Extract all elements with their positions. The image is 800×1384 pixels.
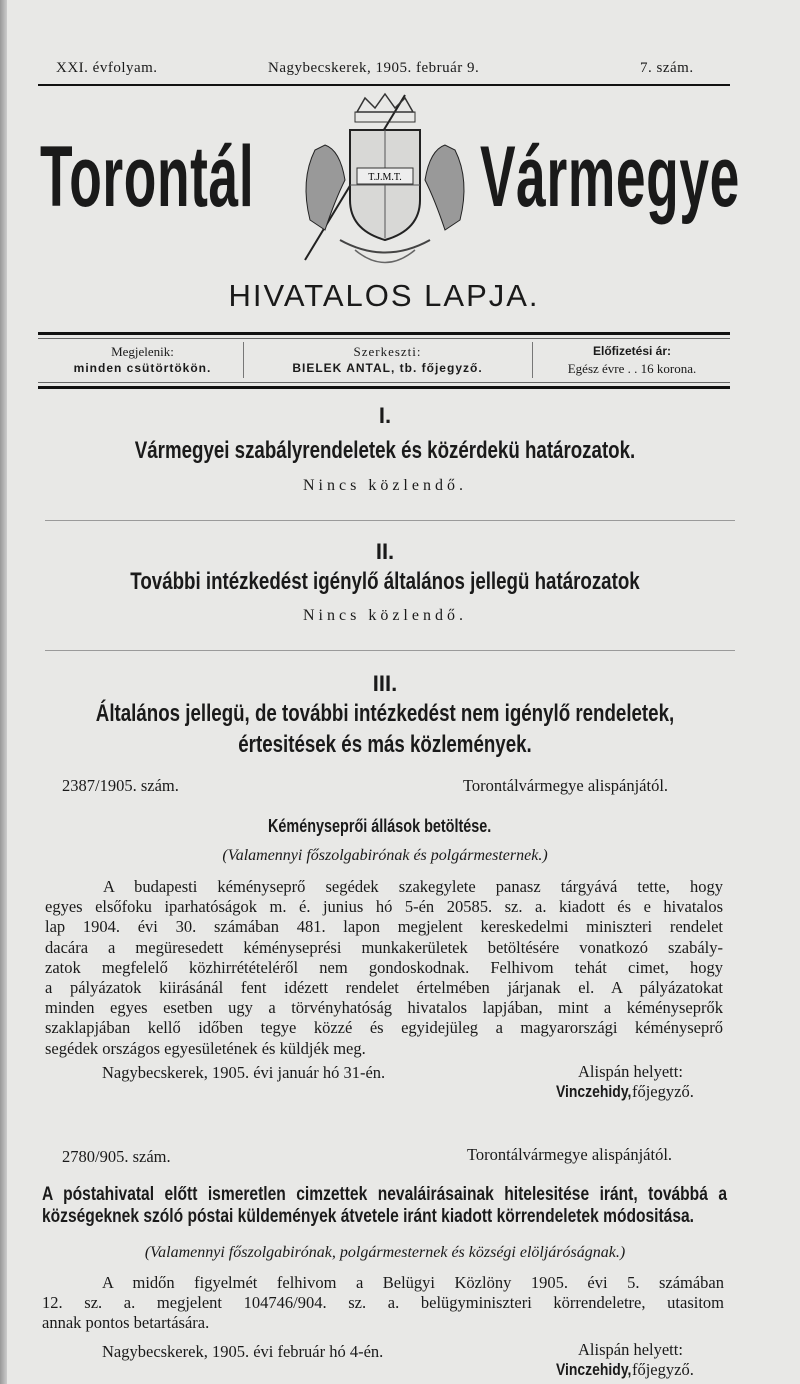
text-line: 12. sz. a. megjelent 104746/904. sz. a. belügyminiszteri körrendeletre, utasitom [42,1293,724,1313]
title-left: Torontál [40,129,255,225]
section-divider [45,520,735,521]
section-3-title-line: Általános jellegü, de további intézkedést nem igénylő rendeletek, [95,700,675,727]
info-top-rule [38,332,730,335]
header-rule [38,84,730,86]
section-1-numeral: I. [378,403,392,428]
notice-2-signature [556,1360,694,1380]
info-divider [243,342,244,378]
notice-1-number: 2387/1905. szám. [62,776,179,795]
appears-value: minden csütörtökön. [73,361,212,375]
text-line: A budapesti kéményseprő segédek szakegylete panasz tárgyává tette, hogy [103,877,723,896]
signer-name: Vinczehidy, [556,1360,632,1379]
section-2-numeral: II. [375,539,395,564]
info-divider [532,342,533,378]
place-date: Nagybecskerek, 1905. február 9. [268,60,480,76]
info-price [534,343,730,377]
signer-title: főjegyző. [631,1360,694,1379]
text-line: A midőn figyelmét felhivom a Belügyi Közlöny 1905. évi 5. számában [102,1273,724,1292]
text-line: minden egyes esetben ugy a törvényhatóság hivatalos lapjában, mint a kéményseprők [45,998,723,1018]
section-3-numeral: III. [372,671,398,696]
appears-label: Megjelenik: [111,344,174,359]
signer-name: Vinczehidy, [556,1082,632,1101]
text-line: zatok megfelelő közhirrétételéről nem gondoskodnak. Felhivom tehát cimet, hogy [45,957,723,977]
notice-1-addressee: (Valamennyi főszolgabirónak és polgármesternek.) [222,847,548,864]
title-right: Vármegye [480,129,740,225]
price-value: Egész évre . . 16 korona. [567,361,697,376]
notice-1-sign-role: Alispán helyett: [578,1062,683,1081]
notice-1-date: Nagybecskerek, 1905. évi január hó 31-én. [102,1063,386,1082]
subtitle: HIVATALOS LAPJA. [228,278,540,313]
price-label: Előfizetési ár: [592,344,672,358]
info-editor [245,343,530,377]
section-3-title-line: értesitések és más közlemények. [238,731,532,758]
notice-1-from: Torontálvármegye alispánjától. [463,776,669,795]
section-2-note: Nincs közlendő. [303,607,467,624]
text-line: szaklapjában kellő időben tegye közzé és egyidejüleg a magyarországi kéményseprő [45,1018,723,1038]
notice-2-addressee: (Valamennyi főszolgabirónak, polgármesternek és községi elöljáróságnak.) [144,1244,626,1261]
notice-2-from: Torontálvármegye alispánjától. [467,1145,673,1164]
coat-of-arms-emblem [295,90,475,275]
info-appears [40,343,245,377]
text-line: annak pontos betartására. [42,1313,210,1333]
section-divider [45,650,735,651]
notice-2-sign-role: Alispán helyett: [578,1340,683,1359]
text-line: lap 1904. évi 30. számában 481. lapon megjelent kereskedelmi miniszteri rendelet [45,917,723,937]
notice-1-heading: Kéményseprői állások betöltése. [268,816,492,836]
volume-label: XXI. évfolyam. [56,60,158,76]
notice-2-date: Nagybecskerek, 1905. évi február hó 4-én. [102,1342,384,1361]
section-2-title: További intézkedést igénylő általános jellegü határozatok [130,568,640,595]
info-bottom-rule [38,386,730,389]
crest-text: T.J.M.T. [368,172,402,183]
text-line: a pályázatok kiirásánál fent idézett rendelet értelmében járjanak el. A pályázatokat [45,978,723,997]
notice-1-signature [556,1082,694,1102]
text-line: községeknek szóló póstai küldemények átvetele iránt kiadott körrendeletek módositása. [42,1206,695,1227]
section-1-title: Vármegyei szabályrendeletek és közérdekü határozatok. [134,437,636,464]
text-line: A póstahivatal előtt ismeretlen cimzettek nevaláirásainak hitelesitése iránt, továbbá a [42,1184,727,1205]
editor-value: BIELEK ANTAL, tb. főjegyző. [292,361,483,375]
text-line: segédek országos egyesületének és küldjék meg. [45,1038,366,1058]
text-line: egyes elsőfoku iparhatóságok m. é. junius hó 5-én 20585. sz. a. kiadott és e hivatalos [45,897,723,917]
section-1-note: Nincs közlendő. [303,477,467,494]
text-line: dacára a megüresedett kéményseprési munkakerületek betöltésére vonatkozó szabály- [45,937,723,957]
info-bottom-thin-rule [38,382,730,383]
editor-label: Szerkeszti: [353,344,422,359]
issue-number: 7. szám. [640,60,694,76]
info-top-thin-rule [38,338,730,339]
signer-title: főjegyző. [631,1082,694,1101]
notice-2-number: 2780/905. szám. [62,1147,171,1166]
